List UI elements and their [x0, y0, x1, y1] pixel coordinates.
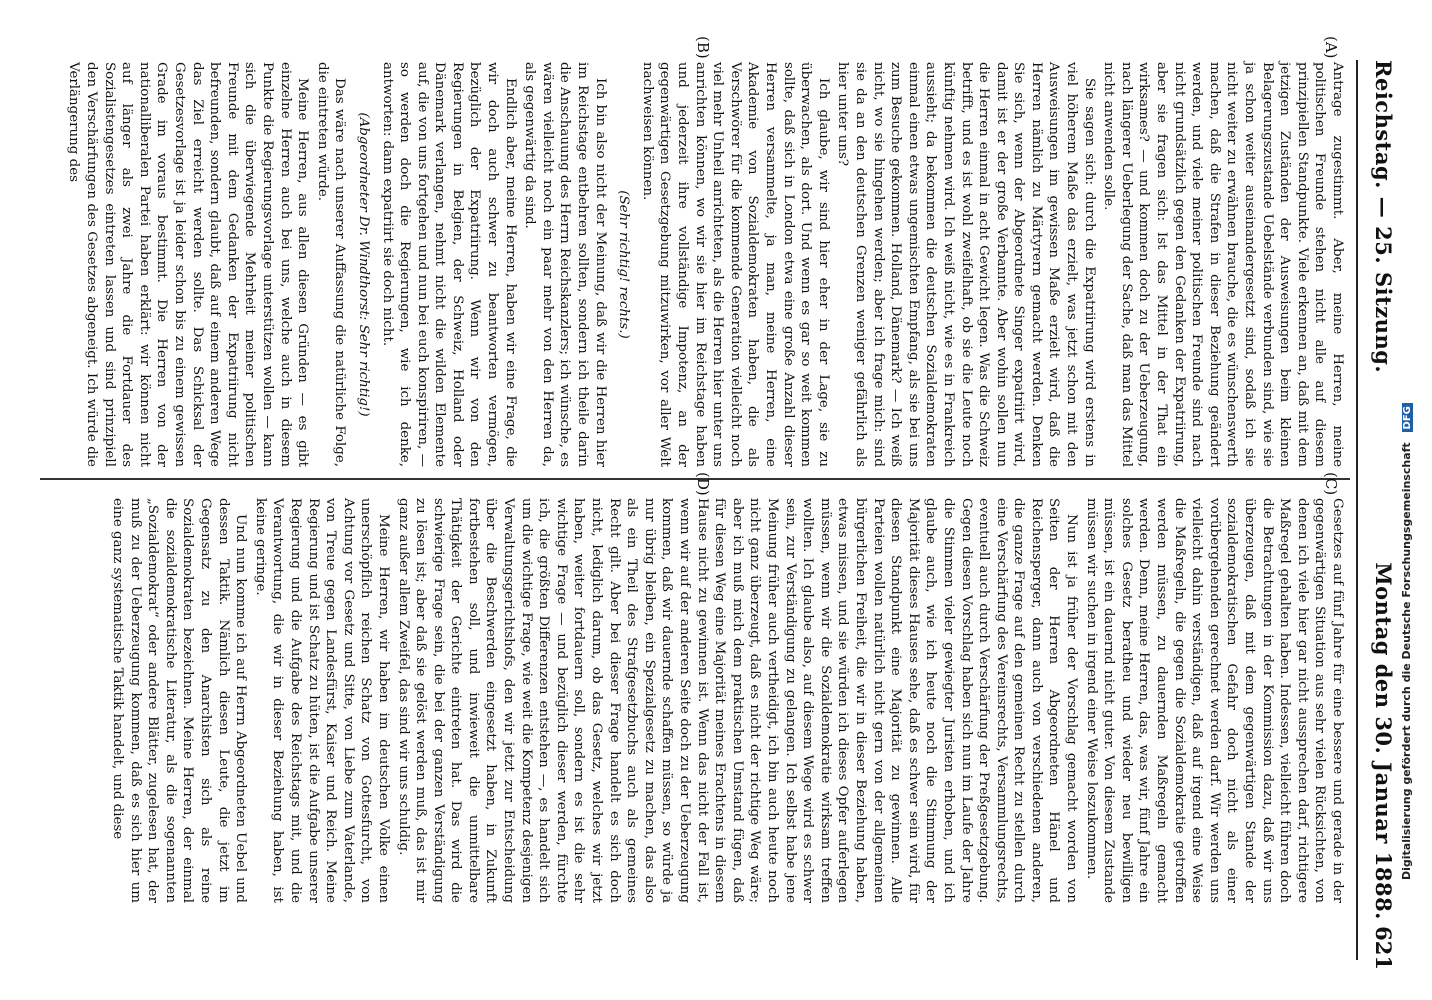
interjection: (Abgeordneter Dr. Windthorst: Sehr richtig!) — [355, 112, 371, 417]
paragraph: Ich glaube, wir sind hier eher in der Lage, sie zu überwachen, als dort. Und wenn es gar so weit kommen sollte, daß sich in London etwa eine große Anzahl dieser Herren versammelte, ja man, meine Herren, eine Akademie von Sozialdemokraten haben, die als Verschwörer für die kommende Generation vielleicht noch viel mehr Unheil anrichteten, als die Herren hier unter uns anrichten können, wo wir sie hier im Reichstage haben und jederzeit ihre vollständige Impotenz, an der gegenwärtigen Gesetzgebung mitzuwirken, vor aller Welt nachweisen können. — [639, 62, 831, 467]
paragraph: Ich bin also nicht der Meinung, daß wir die Herren hier im Reichstage entbehren sollten, sondern ich theile darin die Anschauung des Herrn Reichskanzlers; ich wünsche, es wären vielleicht noch ein paar mehr von den Herren da, als gegenwärtig da sind. — [522, 62, 608, 467]
digitization-stamp — [1400, 120, 1426, 880]
paragraph: Gesetzes auf fünf Jahre für eine bessere und gerade in der gegenwärtigen Situation aus sehr vielen Rücksichten, von denen ich viele hier gar nicht aussprechen darf, richtigere Maßregel gehalten haben. Indessen, vielleicht führen doch die Betrachtungen in der Kommission dazu, daß wir uns überzeugen, daß mit dem gegenwärtigen Stande der sozialdemokratischen Gefahr doch nicht als einer vorübergehenden gerechnet werden darf. Wir werden uns vielleicht dahin verständigen, daß auf irgend eine Weise die Maßregeln, die gegen die Sozialdemokratie getroffen werden müssen, zu dauernden Maßregeln gemacht werden. Denn, meine Herren, das, was wir, fünf Jahre ein solches Gesetz beratheu und wieder neu bewilligen müssen, ist ein dauernd nicht guter. Von diesem Zustande müssen wir suchen in irgend einer Weise loszukommen. — [1083, 498, 1345, 903]
header-rule — [1356, 60, 1358, 960]
section-marker-c: (C) — [1322, 472, 1340, 496]
paragraph: Endlich aber, meine Herren, haben wir eine Frage, die wir doch auch schwer zu beantworten vermögen, bezüglich der Expatriirung. Wenn wir von den Regierungen in Belgien, der Schweiz, Holland oder Dänemark verlangen, nehmt nicht die wilden Elemente auf, die von uns fortgehen und nun bei euch konspiriren, — so werden doch die Regierungen, wie ich denke, antworten: dann expatriirt sie doch nicht. — [379, 62, 518, 467]
right-column — [106, 498, 1346, 903]
running-head-left: Reichstag. — 25. Sitzung. — [1371, 60, 1396, 374]
paragraph: Das wäre nach unserer Auffassung die natürliche Folge, die eintreten würde. — [314, 62, 348, 467]
running-head — [1362, 60, 1402, 970]
paragraph: Und nun komme ich auf Herrn Abgeordneten Uebel und dessen Taktik. Nämlich diesen Leute, die jetzt im Gegensatz zu den Anarchisten sich als reine Sozialdemokraten bezeichnen. Meine Herren, der einmal die sozialdemokratische Literatur, als die sogenannten „Sozialdemokrat“ oder andere Blätter, zugelesen hat, der muß zu der Ueberzeugung kommen, daß es sich hier um eine ganz systematische Taktik handelt, und diese — [110, 498, 249, 903]
paragraph: Sie sagen sich: durch die Expatriirung wird erstens in viel höherem Maße das erzielt, was jetzt schon mit den Ausweisungen im gewissen Maße erzielt wird, daß die Herren nämlich zu Märtyrern gemacht werden. Denken Sie sich, wenn der Abgeordnete Singer expatriirt wird, damit ist er der große Verbannte. Aber wohin sollen nun die Herren einmal in acht Gewicht legen. Was die Schweiz betrifft, und es ist wohl zweifelhaft, ob sie die Leute noch künftig nehmen wird. Ich weiß nicht, wie es in Frankreich aussieht; da bekommen die deutschen Sozialdemokraten einmal einen etwas ungemischten Empfang, als sie bei uns zum Besuche gekommen. Holland, Dänemark? — Ich weiß nicht, wo sie hingehen werden; aber ich frage mich: sind sie da an den deutschen Grenzen weniger gefährlich als hier unter uns? — [835, 62, 1097, 467]
stamp-text: Digitalisierung gefördert durch die Deutsche Forschungsgemeinschaft — [1400, 442, 1413, 880]
interjection: (Sehr richtig! rechts.) — [616, 190, 632, 339]
paragraph: Meine Herren, wir haben im deutschen Volke einen unerschöpflich reichen Schatz von Gottesfurcht, von Achtung vor Gesetz und Sitte, von Liebe zum Vaterlande, von Treue gegen Landesfürst, Kaiser und Reich. Meine Regierung und ist Schatz zu hüten, ist die Aufgabe unserer Regierung und die Aufgabe des Reichstags mit, und die Verantwortung, die wir in dieser Beziehung haben, ist keine geringe. — [252, 498, 391, 903]
paragraph: Antrage zugestimmt. Aber, meine Herren, meine politischen Freunde stehen nicht alle auf diesem prinzipiellen Standpunkte. Viele erkennen an, daß mit dem jetzigen Zuständen der Ausweisungen beim kleinen Belagerungszustande Uebelstände verbunden sind, wie sie ja schon weiter auseinandergesetzt sind, sodaß ich sie nicht weiter zu erwähnen brauche, die es wünschenswerth machen, daß die Strafen in dieser Beziehung geändert werden, und viele meiner politischen Freunde sind nach nicht grundsätzlich gegen den Gedanken der Expatriirung, aber sie fragen sich: Ist das Mittel in der That ein wirksames? — und kommen doch zu der Ueberzeugung, nach längerer Ueberlegung der Sache, daß man das Mittel nicht anwenden solle. — [1101, 62, 1345, 467]
paragraph: Meine Herren, aus allen diesen Gründen — es gibt einzelne Herren auch bei uns, welche auch in diesem Punkte die Regierungsvorlage unterstützen wollen — kann sich die überwiegende Mehrheit meiner politischen Freunde mit dem Gedanken der Expatriirung nicht befreunden, sondern glaubt, daß auf einem anderen Wege das Ziel erreicht werden sollte. Das Schicksal der Gesetzesvorlage ist ja leider schon bis zu einem gewissen Grade im voraus bestimmt. Die Herren von der nationalliberalen Partei haben erklärt: wir können nicht auf länger als zwei Jahre die Fortdauer des Sozialistengesetzes eintreten lassen und sind prinzipiell den Verschärfungen des Gesetzes abgeneigt. Ich würde die Verlängerung des — [66, 62, 311, 467]
paragraph: Nun ist ja früher der Vorschlag gemacht worden von Seiten der Herren Abgeordneten Hänel und Reichensperger, dann auch von verschiedenen anderen, die ganze Frage auf den gemeinen Recht zu stellen durch eine Verschärfung des Vereinsrechts, Versammlungsrechts, eventuell auch durch Verschärfung der Preßgesetzgebung. Gegen diesen Vorschlag haben sich nun im Laufe der Jahre die Stimmen vieler gewiegter Juristen erhoben, und ich glaube auch, wie ich heute noch die Stimmung der Majorität dieses Hauses sehe, daß es schwer sein wird, für diesen Standpunkt eine Majorität zu gewinnen. Alle Parteien wollen natürlich nicht gern von der allgemeinen bürgerlichen Freiheit, die wir in dieser Beziehung haben, etwas missen, und sie würden ich dieses Opfer auferlegen müssen, wenn wir die Sozialdemokratie wirksam treffen wollten. Ich glaube also, auf diesem Wege wird es schwer sein, zur Verständigung zu gelangen. Ich selbst habe jene Meinung früher auch vertheidigt, ich bin auch heute noch nicht ganz überzeugt, daß es nicht der richtige Weg wäre; aber ich muß mich dem praktischen Umstand fügen, daß für diesen Weg eine Majorität meines Erachtens in diesem Hause nicht zu gewinnen ist. Wenn das nicht der Fall ist, wenn wir auf der anderen Seite doch zu der Ueberzeugung kommen, daß wir dauernde schaffen müssen, so würde ja nur übrig bleiben, ein Spezialgesetz zu machen, das also als ein Theil des Strafgesetzbuchs auch als gemeines Recht gilt. Aber bei dieser Frage handelt es sich doch nicht, lediglich darum, ob das Gesetz, welches wir jetzt haben, weiter fortdauern soll, sondern es ist die sehr wichtige Frage — und bezüglich dieser werden, fürchte ich, die größten Differenzen entstehen —, es handelt sich um die wichtige Frage, wie weit die Kompetenz desjenigen Verwaltungsgerichtshofs, den wir jetzt zur Entscheidung über die Beschwerden eingesetzt haben, in Zukunft fortbestehen soll, und inwieweit die unmittelbare Thätigkeit der Gerichte eintreten hat. Das wird die schwierige Frage sein, die bei der ganzen Verständigung zu lösen ist; aber daß sie gelöst werden muß, das ist mir ganz außer allem Zweifel, das sind wir uns schuldig. — [395, 498, 1080, 903]
dfg-logo: DFG — [1402, 403, 1413, 432]
left-column — [63, 62, 1346, 467]
section-marker-d: (D) — [694, 472, 712, 496]
running-head-right: Montag den 30. Januar 1888. — [1371, 562, 1396, 920]
page-number: 621 — [1371, 926, 1396, 970]
section-marker-a: (A) — [1322, 36, 1340, 59]
section-marker-b: (B) — [694, 36, 712, 59]
